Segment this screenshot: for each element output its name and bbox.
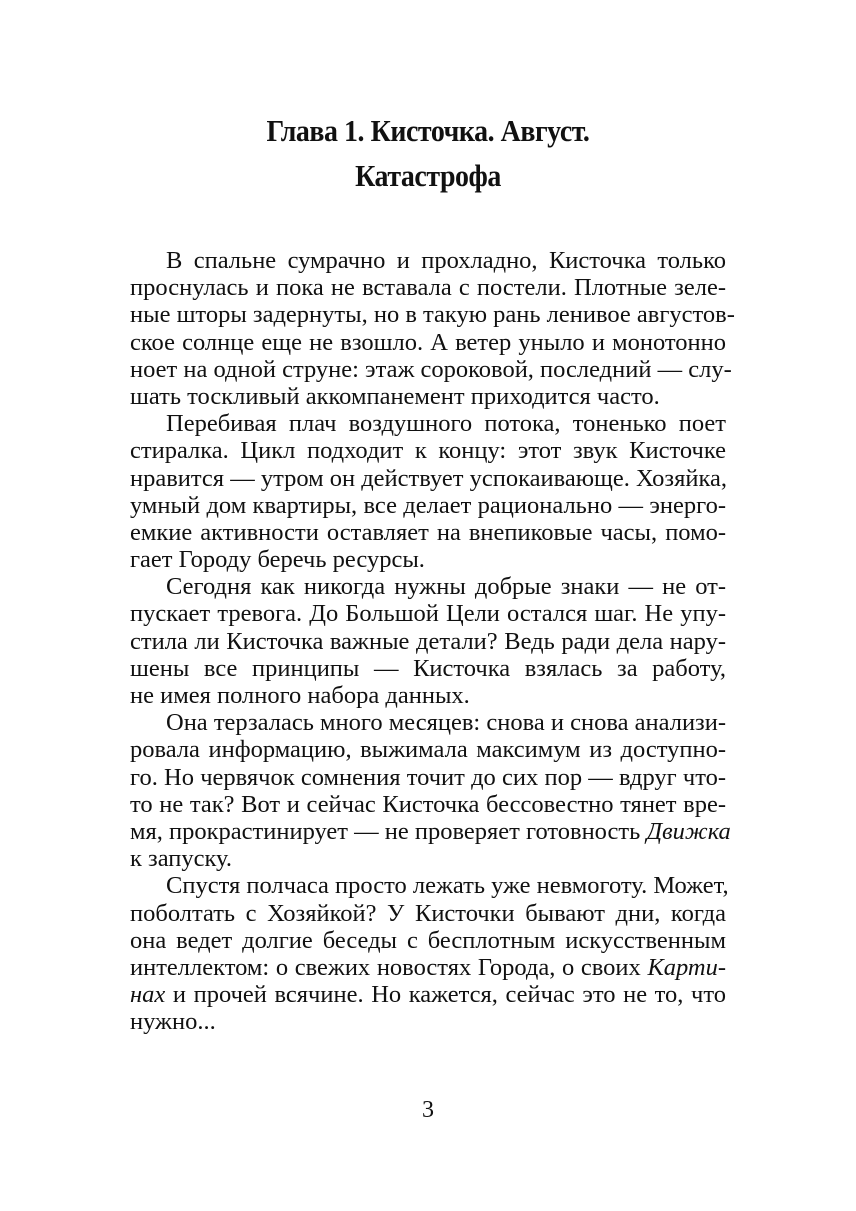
paragraph-5-line-4 xyxy=(130,954,726,981)
paragraph-1-line-3: ные шторы задернуты, но в такую рань ленивое августов- xyxy=(130,301,735,329)
paragraph-2-line-4: умный дом квартиры, все делает рационально — энерго- xyxy=(130,491,726,519)
paragraph-5-line-3: она ведет долгие беседы с бесплотным искусственным xyxy=(130,926,726,954)
paragraph-2-line-3: нравится — утром он действует успокаивающе. Хозяйка, xyxy=(130,464,728,492)
paragraph-4-line-5 xyxy=(130,817,731,845)
paragraph-4-line-3: го. Но червячок сомнения точит до сих пор — вдруг что- xyxy=(130,763,726,791)
paragraph-5-line-5 xyxy=(130,981,726,1008)
paragraph-4-line-4: то не так? Вот и сейчас Кисточка бессовестно тянет вре- xyxy=(130,790,726,818)
italic-term-kartinakh-part-1: Карти- xyxy=(647,953,726,981)
paragraph-3-line-4: шены все принципы — Кисточка взялась за работу, xyxy=(130,654,726,682)
paragraph-4-line-5-text: мя, прокрастинирует — не проверяет готовность xyxy=(130,817,641,845)
paragraph-4-line-2: ровала информацию, выжимала максимум из доступно- xyxy=(130,736,726,764)
chapter-title xyxy=(160,108,696,198)
paragraph-2-line-2: стиралка. Цикл подходит к концу: этот звук Кисточке xyxy=(130,437,726,465)
paragraph-4-line-6: к запуску. xyxy=(130,845,232,873)
italic-term-kartinakh-part-2: нах xyxy=(130,981,166,1009)
page-number: 3 xyxy=(422,1097,434,1123)
paragraph-3-line-1: Сегодня как никогда нужны добрые знаки — не от- xyxy=(166,573,726,601)
paragraph-1-line-2: проснулась и пока не вставала с постели. Плотные зеле- xyxy=(130,274,726,302)
chapter-title-line-1: Глава 1. Кисточка. Август. xyxy=(266,113,590,148)
chapter-body xyxy=(130,247,735,1036)
paragraph-1-line-4: ское солнце еще не взошло. А ветер уныло и монотонно xyxy=(130,328,726,356)
paragraph-5-line-2: поболтать с Хозяйкой? У Кисточки бывают дни, когда xyxy=(130,899,726,927)
paragraph-5-line-4-text: интеллектом: о свежих новостях Города, о своих xyxy=(130,953,641,981)
paragraph-3-line-2: пускает тревога. До Большой Цели остался шаг. Не упу- xyxy=(130,600,726,628)
paragraph-1-line-1: В спальне сумрачно и прохладно, Кисточка только xyxy=(166,247,726,274)
paragraph-5-line-1: Спустя полчаса просто лежать уже невмоготу. Может, xyxy=(166,872,729,900)
paragraph-3-line-3: стила ли Кисточка важные детали? Ведь ради дела нару- xyxy=(130,627,726,655)
paragraph-3-line-5: не имея полного набора данных. xyxy=(130,682,470,709)
paragraph-1-line-6: шать тоскливый аккомпанемент приходится часто. xyxy=(130,382,660,410)
paragraph-2-line-6: гает Городу беречь ресурсы. xyxy=(130,546,425,574)
paragraph-2-line-5: емкие активности оставляет на внепиковые часы, помо- xyxy=(130,518,726,546)
paragraph-2-line-1: Перебивая плач воздушного потока, тоненько поет xyxy=(166,410,726,438)
chapter-title-line-2: Катастрофа xyxy=(355,158,501,193)
paragraph-5-line-6: нужно... xyxy=(130,1008,216,1036)
paragraph-4-line-1: Она терзалась много месяцев: снова и снова анализи- xyxy=(166,709,726,737)
paragraph-1-line-5: ноет на одной струне: этаж сороковой, последний — слу- xyxy=(130,355,732,383)
italic-term-dvizhka: Движка xyxy=(646,817,731,845)
paragraph-5-line-5-text: и прочей всячине. Но кажется, сейчас это не то, что xyxy=(165,981,726,1009)
